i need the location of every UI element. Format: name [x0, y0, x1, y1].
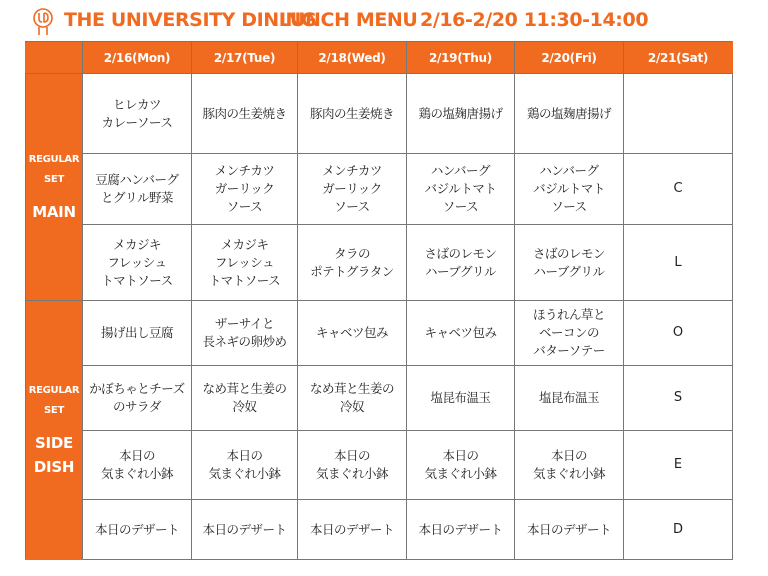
menu-row-side-2	[26, 366, 733, 431]
menu-cell: 豆腐ハンバーグ とグリル野菜	[83, 154, 192, 225]
category-side-label: SIDE DISH	[33, 434, 75, 476]
menu-cell-sat: O	[624, 301, 733, 366]
corner-cell	[26, 42, 83, 74]
menu-row-main-2	[26, 154, 733, 225]
menu-cell: 本日の 気まぐれ小鉢	[407, 431, 515, 500]
menu-row-main-1	[26, 74, 733, 154]
menu-cell: 本日のデザート	[407, 500, 515, 560]
day-header-mon: 2/16(Mon)	[83, 42, 192, 74]
day-header-row	[26, 42, 733, 74]
menu-row-side-3	[26, 431, 733, 500]
category-main	[26, 74, 83, 301]
menu-cell: 本日の 気まぐれ小鉢	[515, 431, 624, 500]
day-header-thu: 2/19(Thu)	[407, 42, 515, 74]
ud-logo-icon	[33, 8, 53, 36]
category-main-label: MAIN	[32, 203, 76, 221]
menu-cell-sat: D	[624, 500, 733, 560]
menu-cell: ハンバーグ バジルトマト ソース	[515, 154, 624, 225]
category-side-label-small: REGULAR SET	[28, 385, 80, 416]
menu-cell: 本日の 気まぐれ小鉢	[192, 431, 298, 500]
menu-cell: さばのレモン ハーブグリル	[407, 225, 515, 301]
menu-cell-sat	[624, 74, 733, 154]
menu-cell: メンチカツ ガーリック ソース	[192, 154, 298, 225]
menu-row-main-3	[26, 225, 733, 301]
menu-cell: タラの ポテトグラタン	[298, 225, 407, 301]
day-header-tue: 2/17(Tue)	[192, 42, 298, 74]
day-header-sat: 2/21(Sat)	[624, 42, 733, 74]
menu-cell: キャベツ包み	[407, 301, 515, 366]
menu-cell: 揚げ出し豆腐	[83, 301, 192, 366]
category-main-label-small: REGULAR SET	[28, 154, 80, 185]
menu-cell: なめ茸と生姜の 冷奴	[298, 366, 407, 431]
menu-cell: メカジキ フレッシュ トマトソース	[192, 225, 298, 301]
menu-dates-time: 2/16-2/20 11:30-14:00	[420, 9, 649, 31]
menu-cell: メンチカツ ガーリック ソース	[298, 154, 407, 225]
day-header-wed: 2/18(Wed)	[298, 42, 407, 74]
menu-title: LUNCH MENU	[279, 9, 418, 31]
category-side-dish	[26, 301, 83, 560]
brand-name: THE UNIVERSITY DINING	[64, 9, 317, 31]
menu-cell: 本日のデザート	[515, 500, 624, 560]
menu-cell: ヒレカツ カレーソース	[83, 74, 192, 154]
menu-cell: 本日のデザート	[298, 500, 407, 560]
menu-cell: 塩昆布温玉	[515, 366, 624, 431]
menu-cell-sat: E	[624, 431, 733, 500]
menu-cell: ハンバーグ バジルトマト ソース	[407, 154, 515, 225]
menu-cell: 豚肉の生姜焼き	[192, 74, 298, 154]
menu-cell: かぼちゃとチーズ のサラダ	[83, 366, 192, 431]
menu-cell: メカジキ フレッシュ トマトソース	[83, 225, 192, 301]
menu-cell: ほうれん草と ベーコンの バターソテー	[515, 301, 624, 366]
menu-cell: 鶏の塩麹唐揚げ	[407, 74, 515, 154]
lunch-menu-table	[25, 41, 733, 560]
menu-cell-sat: L	[624, 225, 733, 301]
menu-cell: 本日のデザート	[192, 500, 298, 560]
menu-cell: 本日の 気まぐれ小鉢	[83, 431, 192, 500]
menu-cell: キャベツ包み	[298, 301, 407, 366]
page-header	[0, 0, 768, 46]
menu-cell: 鶏の塩麹唐揚げ	[515, 74, 624, 154]
menu-cell: なめ茸と生姜の 冷奴	[192, 366, 298, 431]
menu-cell-sat: S	[624, 366, 733, 431]
menu-row-side-4	[26, 500, 733, 560]
menu-row-side-1	[26, 301, 733, 366]
menu-cell: 豚肉の生姜焼き	[298, 74, 407, 154]
menu-cell: さばのレモン ハーブグリル	[515, 225, 624, 301]
menu-cell: ザーサイと 長ネギの卵炒め	[192, 301, 298, 366]
menu-cell-sat: C	[624, 154, 733, 225]
day-header-fri: 2/20(Fri)	[515, 42, 624, 74]
menu-cell: 本日の 気まぐれ小鉢	[298, 431, 407, 500]
menu-cell: 塩昆布温玉	[407, 366, 515, 431]
menu-cell: 本日のデザート	[83, 500, 192, 560]
